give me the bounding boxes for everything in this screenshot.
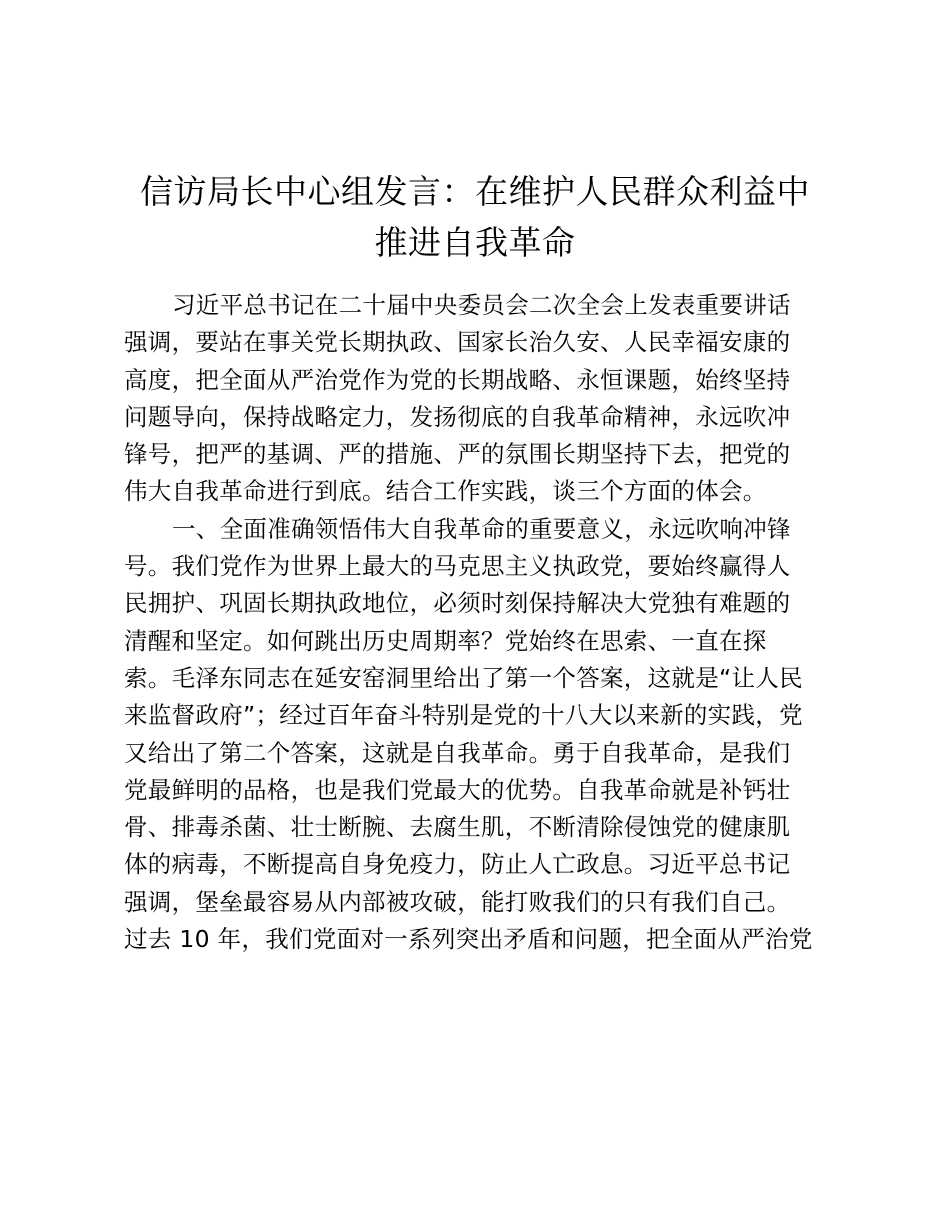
document-body: [124, 287, 830, 958]
title-line-2: 推进自我革命: [374, 223, 576, 262]
text-line: 党最鲜明的品格，也是我们党最大的优势。自我革命就是补钙壮: [124, 775, 791, 804]
text-line: 伟大自我革命进行到底。结合工作实践，谈三个方面的体会。: [124, 477, 767, 506]
text-line: 体的病毒，不断提高自身免疫力，防止人亡政息。习近平总书记: [124, 850, 791, 879]
text-line: 高度，把全面从严治党作为党的长期战略、永恒课题，始终坚持: [124, 365, 791, 394]
text-line: 来监督政府”；经过百年奋斗特别是党的十八大以来新的实践，党: [124, 701, 803, 730]
text-line: 索。毛泽东同志在延安窑洞里给出了第一个答案，这就是“让人民: [124, 663, 803, 692]
text-line: 强调，要站在事关党长期执政、国家长治久安、人民幸福安康的: [124, 328, 791, 357]
text-line: 骨、排毒杀菌、壮士断腕、去腐生肌，不断清除侵蚀党的健康肌: [124, 813, 791, 842]
text-line: 号。我们党作为世界上最大的马克思主义执政党，要始终赢得人: [124, 552, 791, 581]
text-line: 习近平总书记在二十届中央委员会二次全会上发表重要讲话: [172, 291, 791, 319]
paragraph-intro: [124, 287, 830, 511]
text-line: 锋号，把严的基调、严的措施、严的氛围长期坚持下去，把党的: [124, 440, 791, 469]
text-line: 问题导向，保持战略定力，发扬彻底的自我革命精神，永远吹冲: [124, 402, 791, 431]
text-line: 民拥护、巩固长期执政地位，必须时刻保持解决大党独有难题的: [124, 589, 791, 618]
section-heading-line: 一、全面准确领悟伟大自我革命的重要意义，永远吹响冲锋: [172, 514, 791, 543]
text-line: 又给出了第二个答案，这就是自我革命。勇于自我革命，是我们: [124, 738, 791, 767]
paragraph-section-one: [124, 511, 830, 959]
text-line: 清醒和坚定。如何跳出历史周期率？党始终在思索、一直在探: [124, 626, 767, 655]
document-title: [122, 166, 828, 268]
title-line-1: 信访局长中心组发言：在维护人民群众利益中: [140, 172, 810, 211]
text-line: 强调，堡垒最容易从内部被攻破，能打败我们的只有我们自己。: [124, 887, 791, 916]
text-line: 过去 10 年，我们党面对一系列突出矛盾和问题，把全面从严治党: [124, 925, 813, 954]
